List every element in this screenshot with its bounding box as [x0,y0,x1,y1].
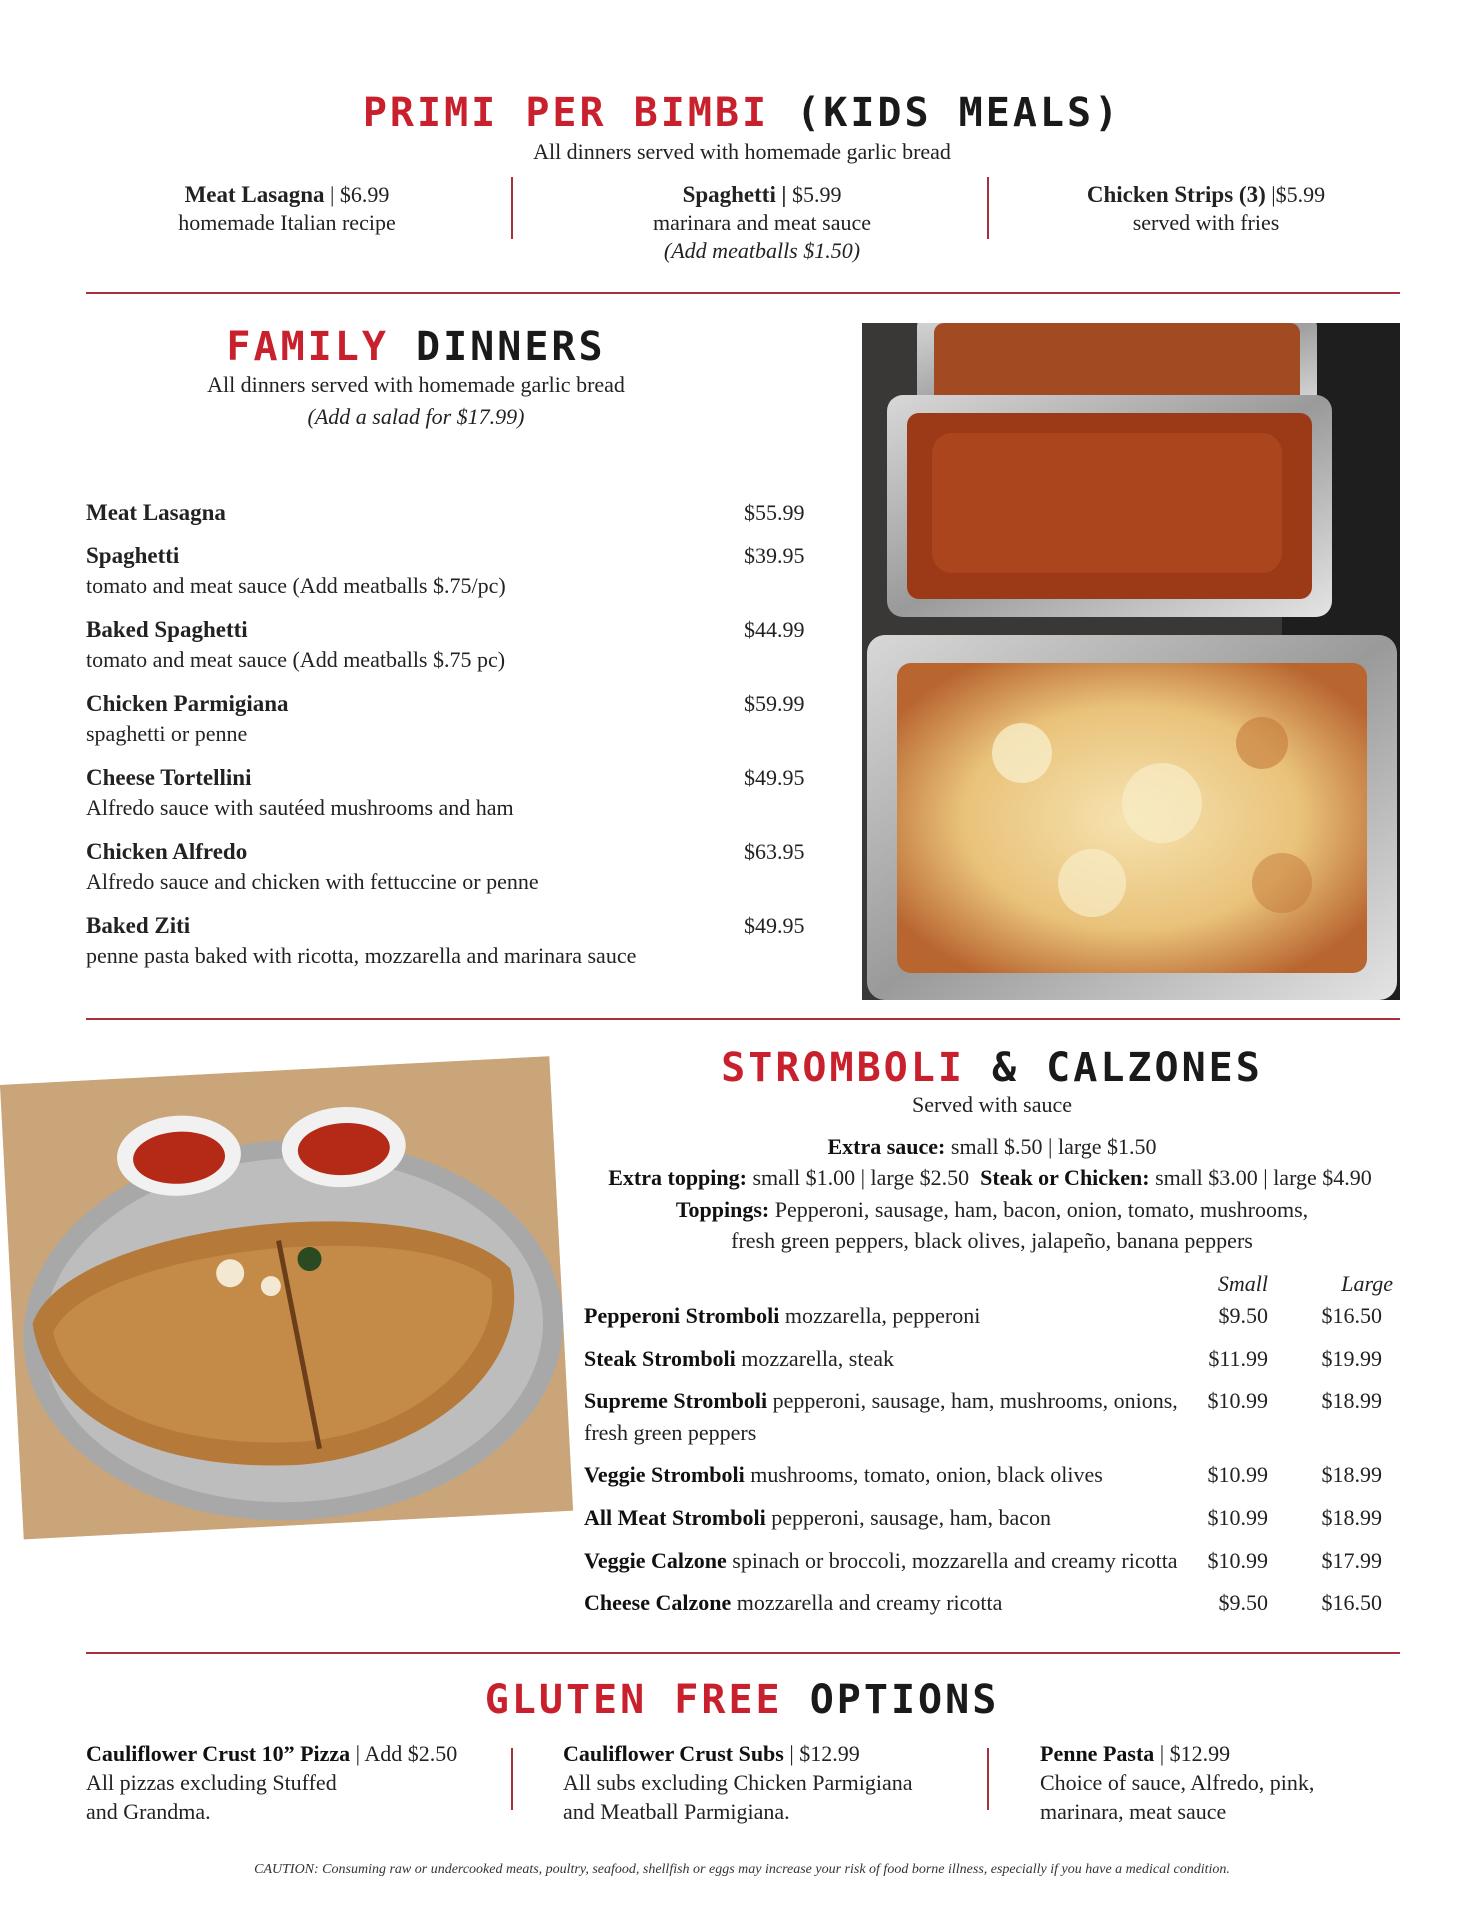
family-item-price: $59.99 [744,691,805,716]
gluten-item-desc: Choice of sauce, Alfredo, pink, [1040,1770,1315,1795]
stromboli-heading [584,1045,1400,1091]
gluten-item-desc: All subs excluding Chicken Parmigiana [563,1770,913,1795]
gluten-item-desc: and Grandma. [86,1799,211,1824]
family-item-price: $49.95 [744,765,805,790]
family-item-desc: Alfredo sauce with sautéed mushrooms and ham [86,795,514,820]
family-item-desc: Alfredo sauce and chicken with fettuccine or penne [86,869,539,894]
gluten-item-desc: All pizzas excluding Stuffed [86,1770,337,1795]
gluten-item-3 [1040,1739,1470,1826]
family-item [86,689,806,749]
kids-item-3 [1016,181,1396,237]
family-item [86,541,806,601]
stromboli-item-small: $10.99 [1207,1388,1268,1413]
col-small-header: Small [1217,1271,1268,1296]
stromboli-item-desc: pepperoni, sausage, ham, mushrooms, onions, fresh green peppers [584,1388,1178,1445]
family-heading [86,324,746,370]
stromboli-item-small: $9.50 [1218,1590,1268,1615]
stromboli-item-large: $18.99 [1321,1462,1382,1487]
stromboli-subtitle: Served with sauce [911,1092,1073,1117]
family-item-desc: penne pasta baked with ricotta, mozzarella and marinara sauce [86,943,637,968]
family-note: (Add a salad for $17.99) [307,404,525,429]
family-item-price: $63.95 [744,839,805,864]
gluten-item-price: | $12.99 [789,1741,860,1766]
stromboli-item [584,1545,1400,1577]
divider [987,1748,989,1810]
family-item-name: Baked Ziti [86,913,191,938]
kids-item-desc: marinara and meat sauce [652,210,872,235]
kids-heading-black: (KIDS MEALS) [796,90,1122,136]
section-rule [86,1652,1400,1654]
stromboli-item-large: $19.99 [1321,1346,1382,1371]
kids-item-price: $5.99 [1275,182,1326,207]
stromboli-item-desc: mozzarella and creamy ricotta [736,1590,1003,1615]
kids-item-name: Spaghetti [682,182,776,207]
stromboli-item-small: $10.99 [1207,1548,1268,1573]
family-item-price: $39.95 [744,543,805,568]
col-large-header: Large [1341,1271,1393,1296]
steak-chicken-label: Steak or Chicken: [980,1165,1150,1190]
gluten-item-desc: and Meatball Parmigiana. [563,1799,790,1824]
divider [987,177,989,239]
extra-sauce-text: small $.50 | large $1.50 [950,1134,1157,1159]
stromboli-item-large: $17.99 [1321,1548,1382,1573]
kids-item-price: $5.99 [791,182,842,207]
gluten-item-2 [563,1739,993,1826]
gluten-heading [0,1677,1484,1723]
calzone-photo [0,1056,573,1539]
stromboli-item-small: $10.99 [1207,1462,1268,1487]
family-item [86,911,806,971]
family-item [86,498,806,528]
kids-subtitle: All dinners served with homemade garlic bread [533,139,951,164]
kids-item-desc: homemade Italian recipe [178,210,396,235]
stromboli-item [584,1300,1400,1332]
stromboli-item-desc: mushrooms, tomato, onion, black olives [750,1462,1103,1487]
stromboli-item [584,1502,1400,1534]
family-heading-black: DINNERS [416,324,606,370]
stromboli-item-name: Veggie Calzone [584,1548,727,1573]
family-item-desc: spaghetti or penne [86,721,248,746]
kids-heading [0,90,1484,136]
stromboli-item [584,1343,1400,1375]
divider [511,177,513,239]
section-rule [86,1018,1400,1020]
stromboli-item-name: Cheese Calzone [584,1590,732,1615]
kids-item-note: (Add meatballs $1.50) [663,238,861,263]
stromboli-item-desc: mozzarella, pepperoni [784,1303,981,1328]
stromboli-item-name: Steak Stromboli [584,1346,736,1371]
gluten-item-name: Cauliflower Crust 10” Pizza [86,1741,351,1766]
family-item-price: $49.95 [744,913,805,938]
extra-topping-text: small $1.00 | large $2.50 [752,1165,970,1190]
stromboli-item-desc: mozzarella, steak [741,1346,894,1371]
kids-item-name: Chicken Strips (3) [1086,182,1266,207]
family-item [86,837,806,897]
gluten-item-name: Penne Pasta [1040,1741,1155,1766]
stromboli-item-name: Pepperoni Stromboli [584,1303,780,1328]
stromboli-item-large: $18.99 [1321,1505,1382,1530]
stromboli-item [584,1587,1400,1619]
caution-note: CAUTION: Consuming raw or undercooked meats, poultry, seafood, shellfish or eggs may increase your risk of food borne illness, especially if you have a medical condition. [254,1862,1230,1877]
family-item-name: Chicken Parmigiana [86,691,289,716]
family-subtitle: All dinners served with homemade garlic bread [207,372,625,397]
toppings-line [584,1197,1400,1223]
stromboli-item-small: $9.50 [1218,1303,1268,1328]
family-item-name: Spaghetti [86,543,180,568]
toppings-line-2: fresh green peppers, black olives, jalapeño, banana peppers [731,1228,1253,1253]
kids-item-1 [97,181,477,237]
family-item-desc: tomato and meat sauce (Add meatballs $.75 pc) [86,647,506,672]
separator: | [1271,182,1276,207]
gluten-item-desc: marinara, meat sauce [1040,1799,1227,1824]
family-item-name: Meat Lasagna [86,500,226,525]
stromboli-item-large: $16.50 [1321,1590,1382,1615]
stromboli-item [584,1459,1400,1491]
gluten-heading-black: OPTIONS [809,1677,1000,1723]
family-item [86,615,806,675]
stromboli-item-desc: spinach or broccoli, mozzarella and creamy ricotta [732,1548,1178,1573]
gluten-item-name: Cauliflower Crust Subs [563,1741,784,1766]
calzone-illustration [0,1056,573,1539]
toppings-text: Pepperoni, sausage, ham, bacon, onion, tomato, mushrooms, [774,1197,1309,1222]
stromboli-item-desc: pepperoni, sausage, ham, bacon [771,1505,1051,1530]
stromboli-item [584,1385,1400,1449]
family-item-name: Baked Spaghetti [86,617,248,642]
pasta-trays-photo [862,323,1400,1000]
kids-item-price: $6.99 [339,182,390,207]
separator: | [330,182,335,207]
family-item-price: $55.99 [744,500,805,525]
family-heading-red: FAMILY [226,324,389,370]
stromboli-heading-black: & CALZONES [992,1045,1263,1091]
gluten-item-price: | Add $2.50 [355,1741,458,1766]
stromboli-heading-red: STROMBOLI [721,1045,965,1091]
separator: | [781,182,787,207]
family-item-desc: tomato and meat sauce (Add meatballs $.75/pc) [86,573,506,598]
family-item-name: Cheese Tortellini [86,765,252,790]
gluten-heading-red: GLUTEN FREE [484,1677,783,1723]
stromboli-item-name: All Meat Stromboli [584,1505,766,1530]
pasta-trays-illustration [862,323,1400,1000]
divider [511,1748,513,1810]
stromboli-item-name: Supreme Stromboli [584,1388,768,1413]
toppings-label: Toppings: [675,1197,770,1222]
steak-chicken-text: small $3.00 | large $4.90 [1155,1165,1372,1190]
kids-item-desc: served with fries [1132,210,1280,235]
stromboli-item-small: $10.99 [1207,1505,1268,1530]
stromboli-item-large: $16.50 [1321,1303,1382,1328]
kids-item-2 [572,181,952,265]
family-item [86,763,806,823]
section-rule [86,292,1400,294]
gluten-item-1 [86,1739,516,1826]
stromboli-item-small: $11.99 [1208,1346,1268,1371]
stromboli-item-large: $18.99 [1321,1388,1382,1413]
extra-topping-line [560,1165,1420,1191]
extra-sauce-label: Extra sauce: [827,1134,946,1159]
stromboli-item-name: Veggie Stromboli [584,1462,745,1487]
gluten-item-price: | $12.99 [1159,1741,1231,1766]
family-item-name: Chicken Alfredo [86,839,248,864]
kids-item-name: Meat Lasagna [184,182,325,207]
family-item-price: $44.99 [744,617,805,642]
extra-topping-label: Extra topping: [608,1165,747,1190]
kids-heading-red: PRIMI PER BIMBI [362,90,770,136]
extra-sauce-line [584,1134,1400,1160]
